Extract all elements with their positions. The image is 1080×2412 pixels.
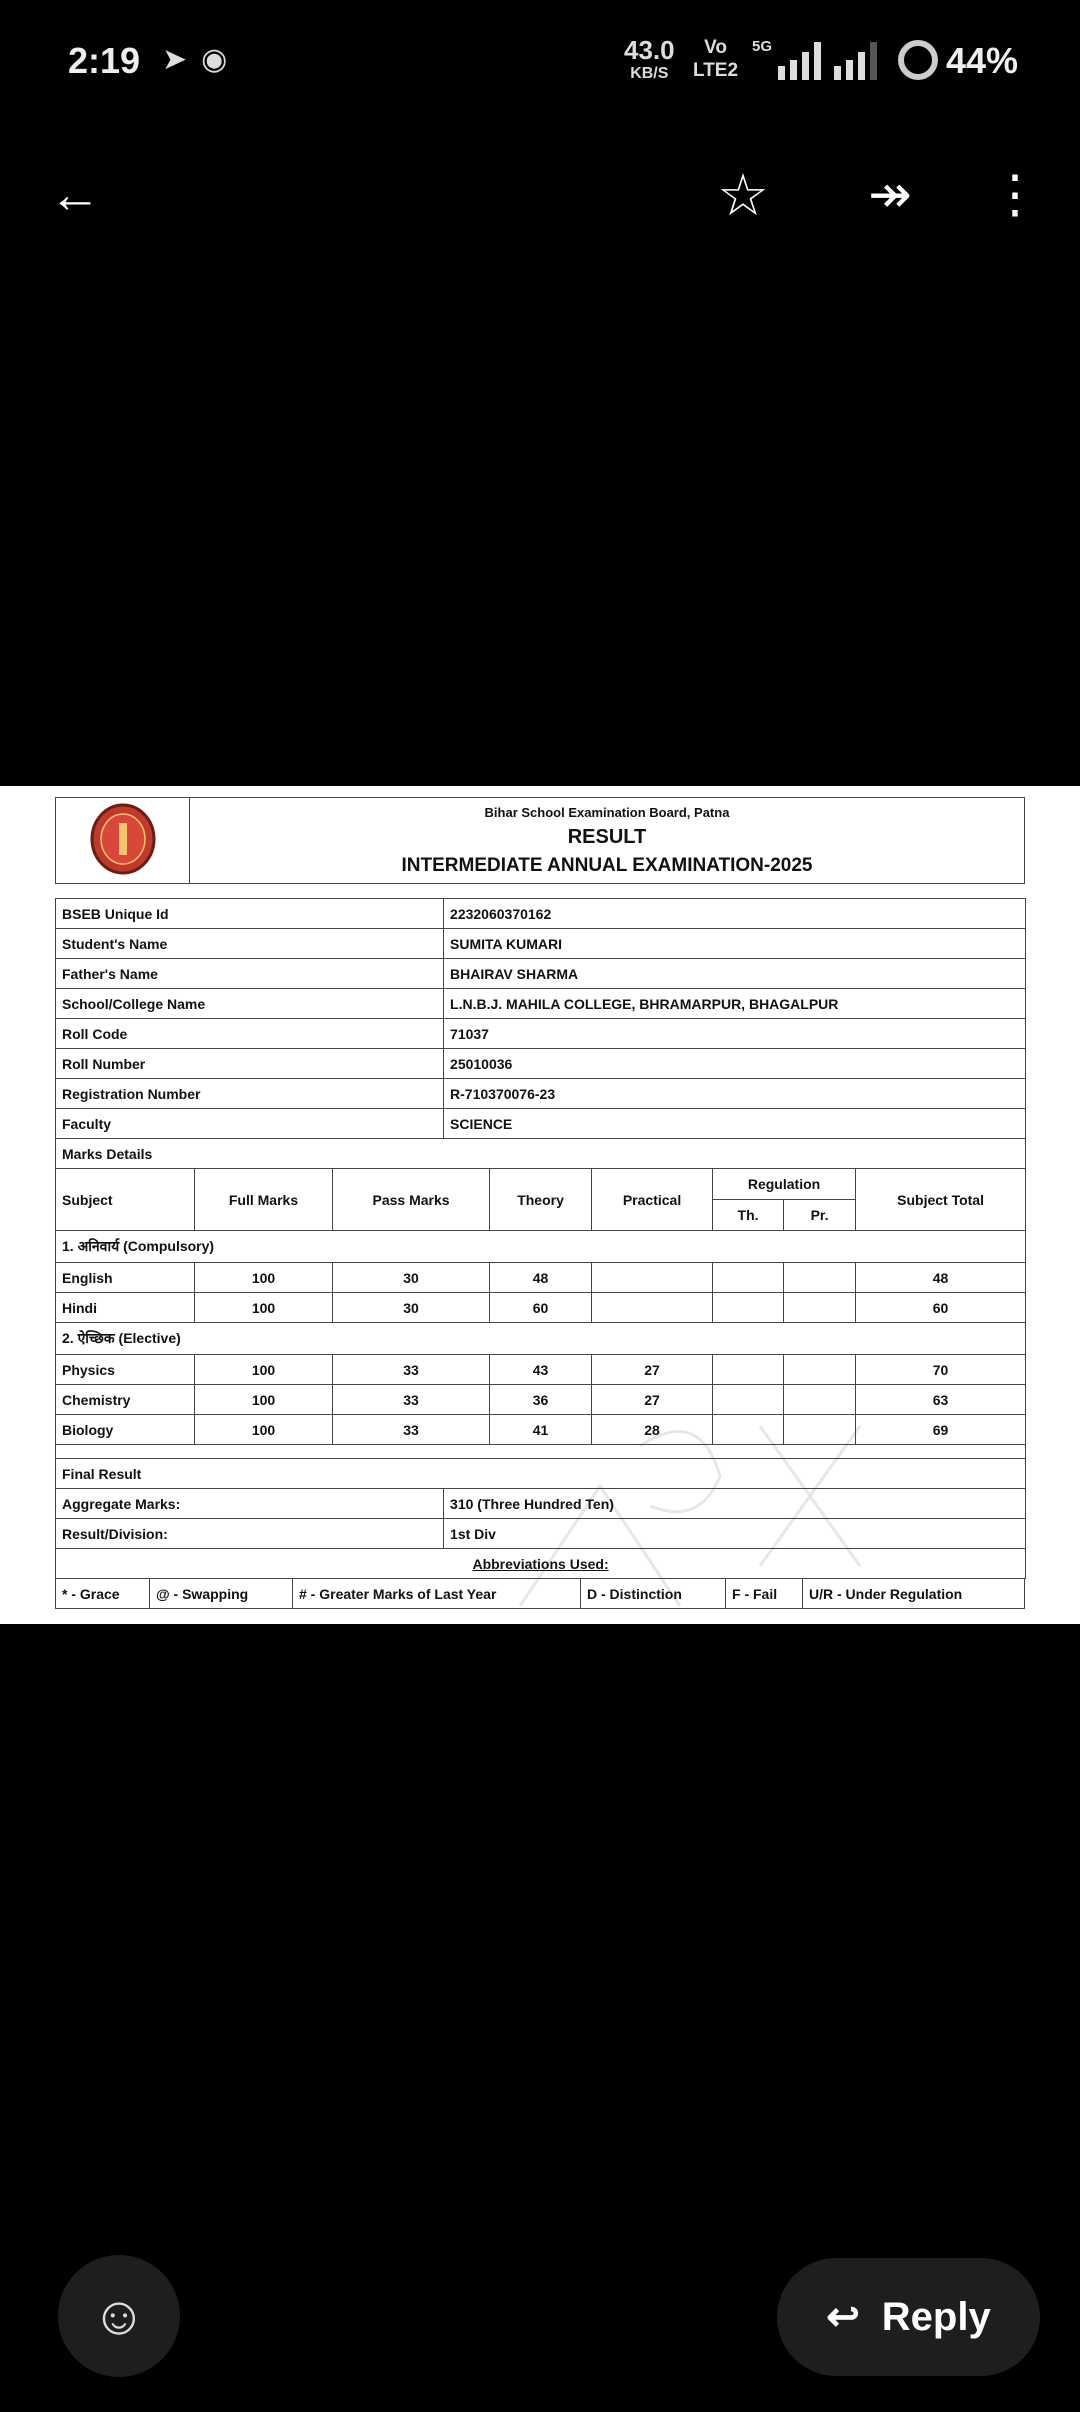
volte-indicator xyxy=(693,36,738,82)
abbreviation: D - Distinction xyxy=(581,1579,726,1609)
theory-marks: 48 xyxy=(490,1263,592,1293)
regulation-th xyxy=(713,1385,784,1415)
info-row xyxy=(56,929,1026,959)
abbreviation: F - Fail xyxy=(726,1579,803,1609)
col-pass-marks: Pass Marks xyxy=(333,1169,490,1231)
subject-row xyxy=(56,1415,1026,1445)
aggregate-value: 310 (Three Hundred Ten) xyxy=(444,1489,1026,1519)
abbreviation: @ - Swapping xyxy=(150,1579,293,1609)
info-row xyxy=(56,899,1026,929)
section-compulsory: 1. अनिवार्य (Compulsory) xyxy=(56,1231,1026,1263)
info-label: School/College Name xyxy=(56,989,444,1019)
practical-marks xyxy=(592,1263,713,1293)
abbreviations-title: Abbreviations Used: xyxy=(56,1549,1026,1579)
volte-bottom: LTE2 xyxy=(693,60,739,81)
subject-name: Chemistry xyxy=(56,1385,195,1415)
info-label: Faculty xyxy=(56,1109,444,1139)
whatsapp-icon: ◉ xyxy=(201,43,228,76)
subject-row xyxy=(56,1293,1026,1323)
info-row xyxy=(56,1079,1026,1109)
division-value: 1st Div xyxy=(444,1519,1026,1549)
subject-total: 63 xyxy=(856,1385,1026,1415)
info-value: L.N.B.J. MAHILA COLLEGE, BHRAMARPUR, BHAGALPUR xyxy=(444,989,1026,1019)
regulation-pr xyxy=(784,1355,856,1385)
subject-row xyxy=(56,1385,1026,1415)
regulation-th xyxy=(713,1293,784,1323)
theory-marks: 60 xyxy=(490,1293,592,1323)
net-speed xyxy=(624,36,675,84)
theory-marks: 36 xyxy=(490,1385,592,1415)
reply-button[interactable] xyxy=(777,2258,1040,2376)
info-label: Roll Number xyxy=(56,1049,444,1079)
regulation-pr xyxy=(784,1263,856,1293)
result-title: RESULT xyxy=(567,825,647,848)
info-value: 2232060370162 xyxy=(444,899,1026,929)
abbreviation: U/R - Under Regulation xyxy=(803,1579,1025,1609)
pass-marks: 30 xyxy=(333,1263,490,1293)
volte-top: Vo xyxy=(704,37,727,58)
battery-icon xyxy=(898,40,938,80)
info-value: SUMITA KUMARI xyxy=(444,929,1026,959)
info-value: R-710370076-23 xyxy=(444,1079,1026,1109)
marks-details-label: Marks Details xyxy=(56,1139,1026,1169)
signal-icon-2 xyxy=(834,40,877,80)
more-vert-icon: ⋮ xyxy=(989,166,1041,224)
abbreviation: # - Greater Marks of Last Year xyxy=(293,1579,581,1609)
info-row xyxy=(56,959,1026,989)
final-result-label: Final Result xyxy=(56,1459,1026,1489)
pass-marks: 30 xyxy=(333,1293,490,1323)
info-row xyxy=(56,989,1026,1019)
regulation-pr xyxy=(784,1415,856,1445)
col-reg-th: Th. xyxy=(713,1200,784,1231)
col-theory: Theory xyxy=(490,1169,592,1231)
student-info-table xyxy=(55,898,1026,1579)
regulation-th xyxy=(713,1415,784,1445)
regulation-pr xyxy=(784,1293,856,1323)
subject-row xyxy=(56,1355,1026,1385)
exam-title: INTERMEDIATE ANNUAL EXAMINATION-2025 xyxy=(401,854,813,876)
info-label: Student's Name xyxy=(56,929,444,959)
subject-row xyxy=(56,1263,1026,1293)
star-button[interactable] xyxy=(708,160,778,230)
info-value: 71037 xyxy=(444,1019,1026,1049)
info-label: Registration Number xyxy=(56,1079,444,1109)
pass-marks: 33 xyxy=(333,1355,490,1385)
result-document xyxy=(0,786,1080,1624)
forward-icon: ↠ xyxy=(868,166,912,224)
bseb-logo-cell xyxy=(56,798,190,884)
subject-name: Physics xyxy=(56,1355,195,1385)
clock: 2:19 xyxy=(68,40,141,81)
subject-total: 60 xyxy=(856,1293,1026,1323)
col-subject-total: Subject Total xyxy=(856,1169,1026,1231)
signal-icon xyxy=(778,40,821,80)
section-elective: 2. ऐच्छिक (Elective) xyxy=(56,1323,1026,1355)
full-marks: 100 xyxy=(195,1385,333,1415)
reply-label: Reply xyxy=(881,2294,991,2339)
info-value: BHAIRAV SHARMA xyxy=(444,959,1026,989)
emoji-add-icon: ☺ xyxy=(91,2286,147,2346)
net-speed-value: 43.0 xyxy=(624,35,675,65)
info-label: Roll Code xyxy=(56,1019,444,1049)
practical-marks: 27 xyxy=(592,1355,713,1385)
battery-percent: 44% xyxy=(946,40,1019,81)
info-row xyxy=(56,1049,1026,1079)
regulation-th xyxy=(713,1355,784,1385)
info-label: Father's Name xyxy=(56,959,444,989)
net-speed-unit: KB/S xyxy=(630,65,669,82)
col-full-marks: Full Marks xyxy=(195,1169,333,1231)
status-bar xyxy=(0,0,1080,120)
theory-marks: 43 xyxy=(490,1355,592,1385)
info-row xyxy=(56,1019,1026,1049)
telegram-icon: ➤ xyxy=(162,43,188,76)
subject-total: 70 xyxy=(856,1355,1026,1385)
back-arrow-icon: ← xyxy=(49,166,101,224)
add-reaction-button[interactable] xyxy=(58,2255,180,2377)
info-value: 25010036 xyxy=(444,1049,1026,1079)
info-value: SCIENCE xyxy=(444,1109,1026,1139)
full-marks: 100 xyxy=(195,1415,333,1445)
practical-marks xyxy=(592,1293,713,1323)
regulation-th xyxy=(713,1263,784,1293)
regulation-pr xyxy=(784,1385,856,1415)
subject-total: 69 xyxy=(856,1415,1026,1445)
theory-marks: 41 xyxy=(490,1415,592,1445)
col-practical: Practical xyxy=(592,1169,713,1231)
practical-marks: 28 xyxy=(592,1415,713,1445)
reply-icon: ↩ xyxy=(826,2295,860,2339)
back-button[interactable] xyxy=(40,160,110,230)
abbreviation: * - Grace xyxy=(56,1579,150,1609)
info-row xyxy=(56,1109,1026,1139)
pass-marks: 33 xyxy=(333,1415,490,1445)
subject-name: English xyxy=(56,1263,195,1293)
more-options-button[interactable] xyxy=(985,160,1045,230)
full-marks: 100 xyxy=(195,1293,333,1323)
division-label: Result/Division: xyxy=(56,1519,444,1549)
info-label: BSEB Unique Id xyxy=(56,899,444,929)
forward-button[interactable] xyxy=(850,160,930,230)
practical-marks: 27 xyxy=(592,1385,713,1415)
board-name: Bihar School Examination Board, Patna xyxy=(484,804,730,820)
col-regulation: Regulation xyxy=(713,1169,856,1200)
full-marks: 100 xyxy=(195,1263,333,1293)
full-marks: 100 xyxy=(195,1355,333,1385)
network-type: 5G xyxy=(752,38,773,55)
subject-total: 48 xyxy=(856,1263,1026,1293)
pass-marks: 33 xyxy=(333,1385,490,1415)
col-subject: Subject xyxy=(56,1169,195,1231)
subject-name: Biology xyxy=(56,1415,195,1445)
spacer-row xyxy=(56,1445,1026,1459)
col-reg-pr: Pr. xyxy=(784,1200,856,1231)
abbreviations-table xyxy=(55,1578,1025,1609)
result-header xyxy=(55,797,1025,884)
bseb-logo xyxy=(90,803,156,875)
aggregate-label: Aggregate Marks: xyxy=(56,1489,444,1519)
subject-name: Hindi xyxy=(56,1293,195,1323)
star-icon: ☆ xyxy=(717,163,769,228)
